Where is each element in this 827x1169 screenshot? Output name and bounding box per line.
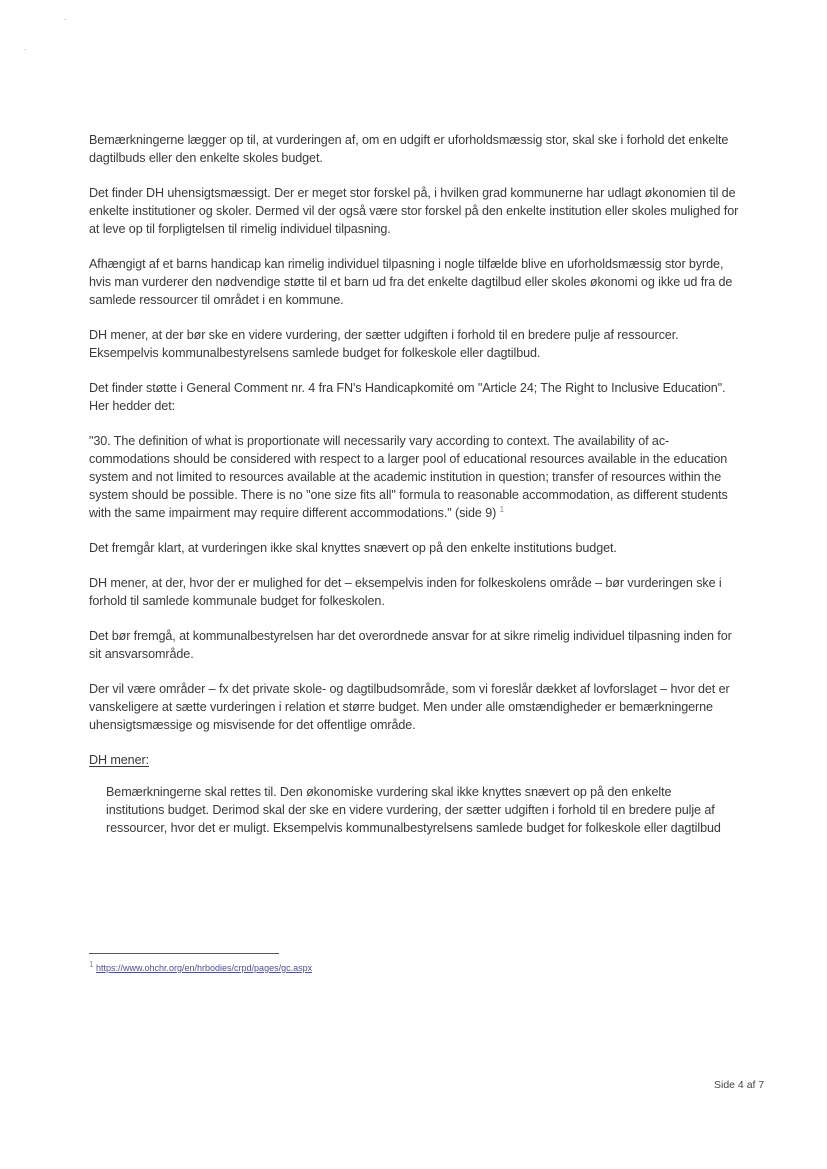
paragraph: Det bør fremgå, at kommunalbestyrelsen har det overordnede ansvar for at sikre rimelig individuel tilpasning inden for sit ansvarsområde. bbox=[89, 629, 732, 661]
paragraph: Der vil være områder – fx det private skole- og dagtilbudsområde, som vi foreslår dækket af lovforslaget – hvor det er vanskeligere at sætte vurderingen i relation et større budget. Men under alle omstændigheder er bemærkningerne uhensigtsmæssige og misvisende for det offentlige område. bbox=[89, 682, 730, 732]
scan-speck bbox=[24, 49, 26, 50]
body-text bbox=[89, 131, 739, 854]
quote-paragraph bbox=[89, 432, 739, 522]
footnote bbox=[89, 962, 312, 974]
footnote-divider bbox=[89, 953, 279, 954]
page-number: Side 4 af 7 bbox=[714, 1079, 765, 1091]
footnote-link[interactable]: https://www.ohchr.org/en/hrbodies/crpd/pages/gc.aspx bbox=[95, 963, 313, 973]
paragraph: Bemærkningerne lægger op til, at vurderingen af, om en udgift er uforholdsmæssig stor, skal ske i forhold det enkelte dagtilbuds eller den enkelte skoles budget. bbox=[89, 133, 729, 165]
scan-speck bbox=[64, 19, 66, 20]
paragraph: DH mener, at der bør ske en videre vurdering, der sætter udgiften i forhold til en bredere pulje af ressourcer. Eksempelvis kommunalbestyrelsens samlede budget for folkeskole eller dagtilbud. bbox=[89, 328, 679, 360]
footnote-reference[interactable]: 1 bbox=[499, 504, 504, 514]
dh-mener-text: Bemærkningerne skal rettes til. Den økonomiske vurdering skal ikke knyttes snævert op på den enkelte institutions budget. Derimod skal der ske en videre vurdering, der sætter udgiften i forhold til en bredere pulje af ressourcer, hvor det er muligt. Eksempelvis kommunalbestyrelsens samlede budget for folkeskole eller dagtilbud bbox=[106, 785, 721, 835]
paragraph: Det fremgår klart, at vurderingen ikke skal knyttes snævert op på den enkelte institutions budget. bbox=[89, 541, 617, 555]
quote-text: "30. The definition of what is proportionate will necessarily vary according to context. The availability of accommodations should be considered with respect to a larger pool of educational resources available in the education system and not limited to resources available at the academic institution in question; transfer of resources within the system should be possible. There is no "one size fits all" formula to reasonable accommodation, as different students with the same impairment may require different accommodations." (side 9) bbox=[89, 434, 728, 520]
footnote-number: 1 bbox=[89, 960, 94, 969]
paragraph: DH mener, at der, hvor der er mulighed for det – eksempelvis inden for folkeskolens område – bør vurderingen ske i forhold til samlede kommunale budget for folkeskolen. bbox=[89, 576, 722, 608]
paragraph: Det finder støtte i General Comment nr. 4 fra FN's Handicapkomité om "Article 24; The Right to Inclusive Education". Her hedder det: bbox=[89, 381, 726, 413]
paragraph: Afhængigt af et barns handicap kan rimelig individuel tilpasning i nogle tilfælde blive en uforholdsmæssig stor byrde, hvis man vurderer den nødvendige støtte til et barn ud fra det enkelte dagtilbud eller skoles økonomi og ikke ud fra de samlede ressourcer til området i en kommune. bbox=[89, 257, 733, 307]
dh-mener-heading: DH mener: bbox=[89, 753, 149, 767]
paragraph: Det finder DH uhensigtsmæssigt. Der er meget stor forskel på, i hvilken grad kommunerne har udlagt økonomien til de enkelte institutioner og skoler. Dermed vil der også være stor forskel på den enkelte institution eller skoles mulighed for at leve op til forpligtelsen til rimelig individuel tilpasning. bbox=[89, 186, 739, 236]
